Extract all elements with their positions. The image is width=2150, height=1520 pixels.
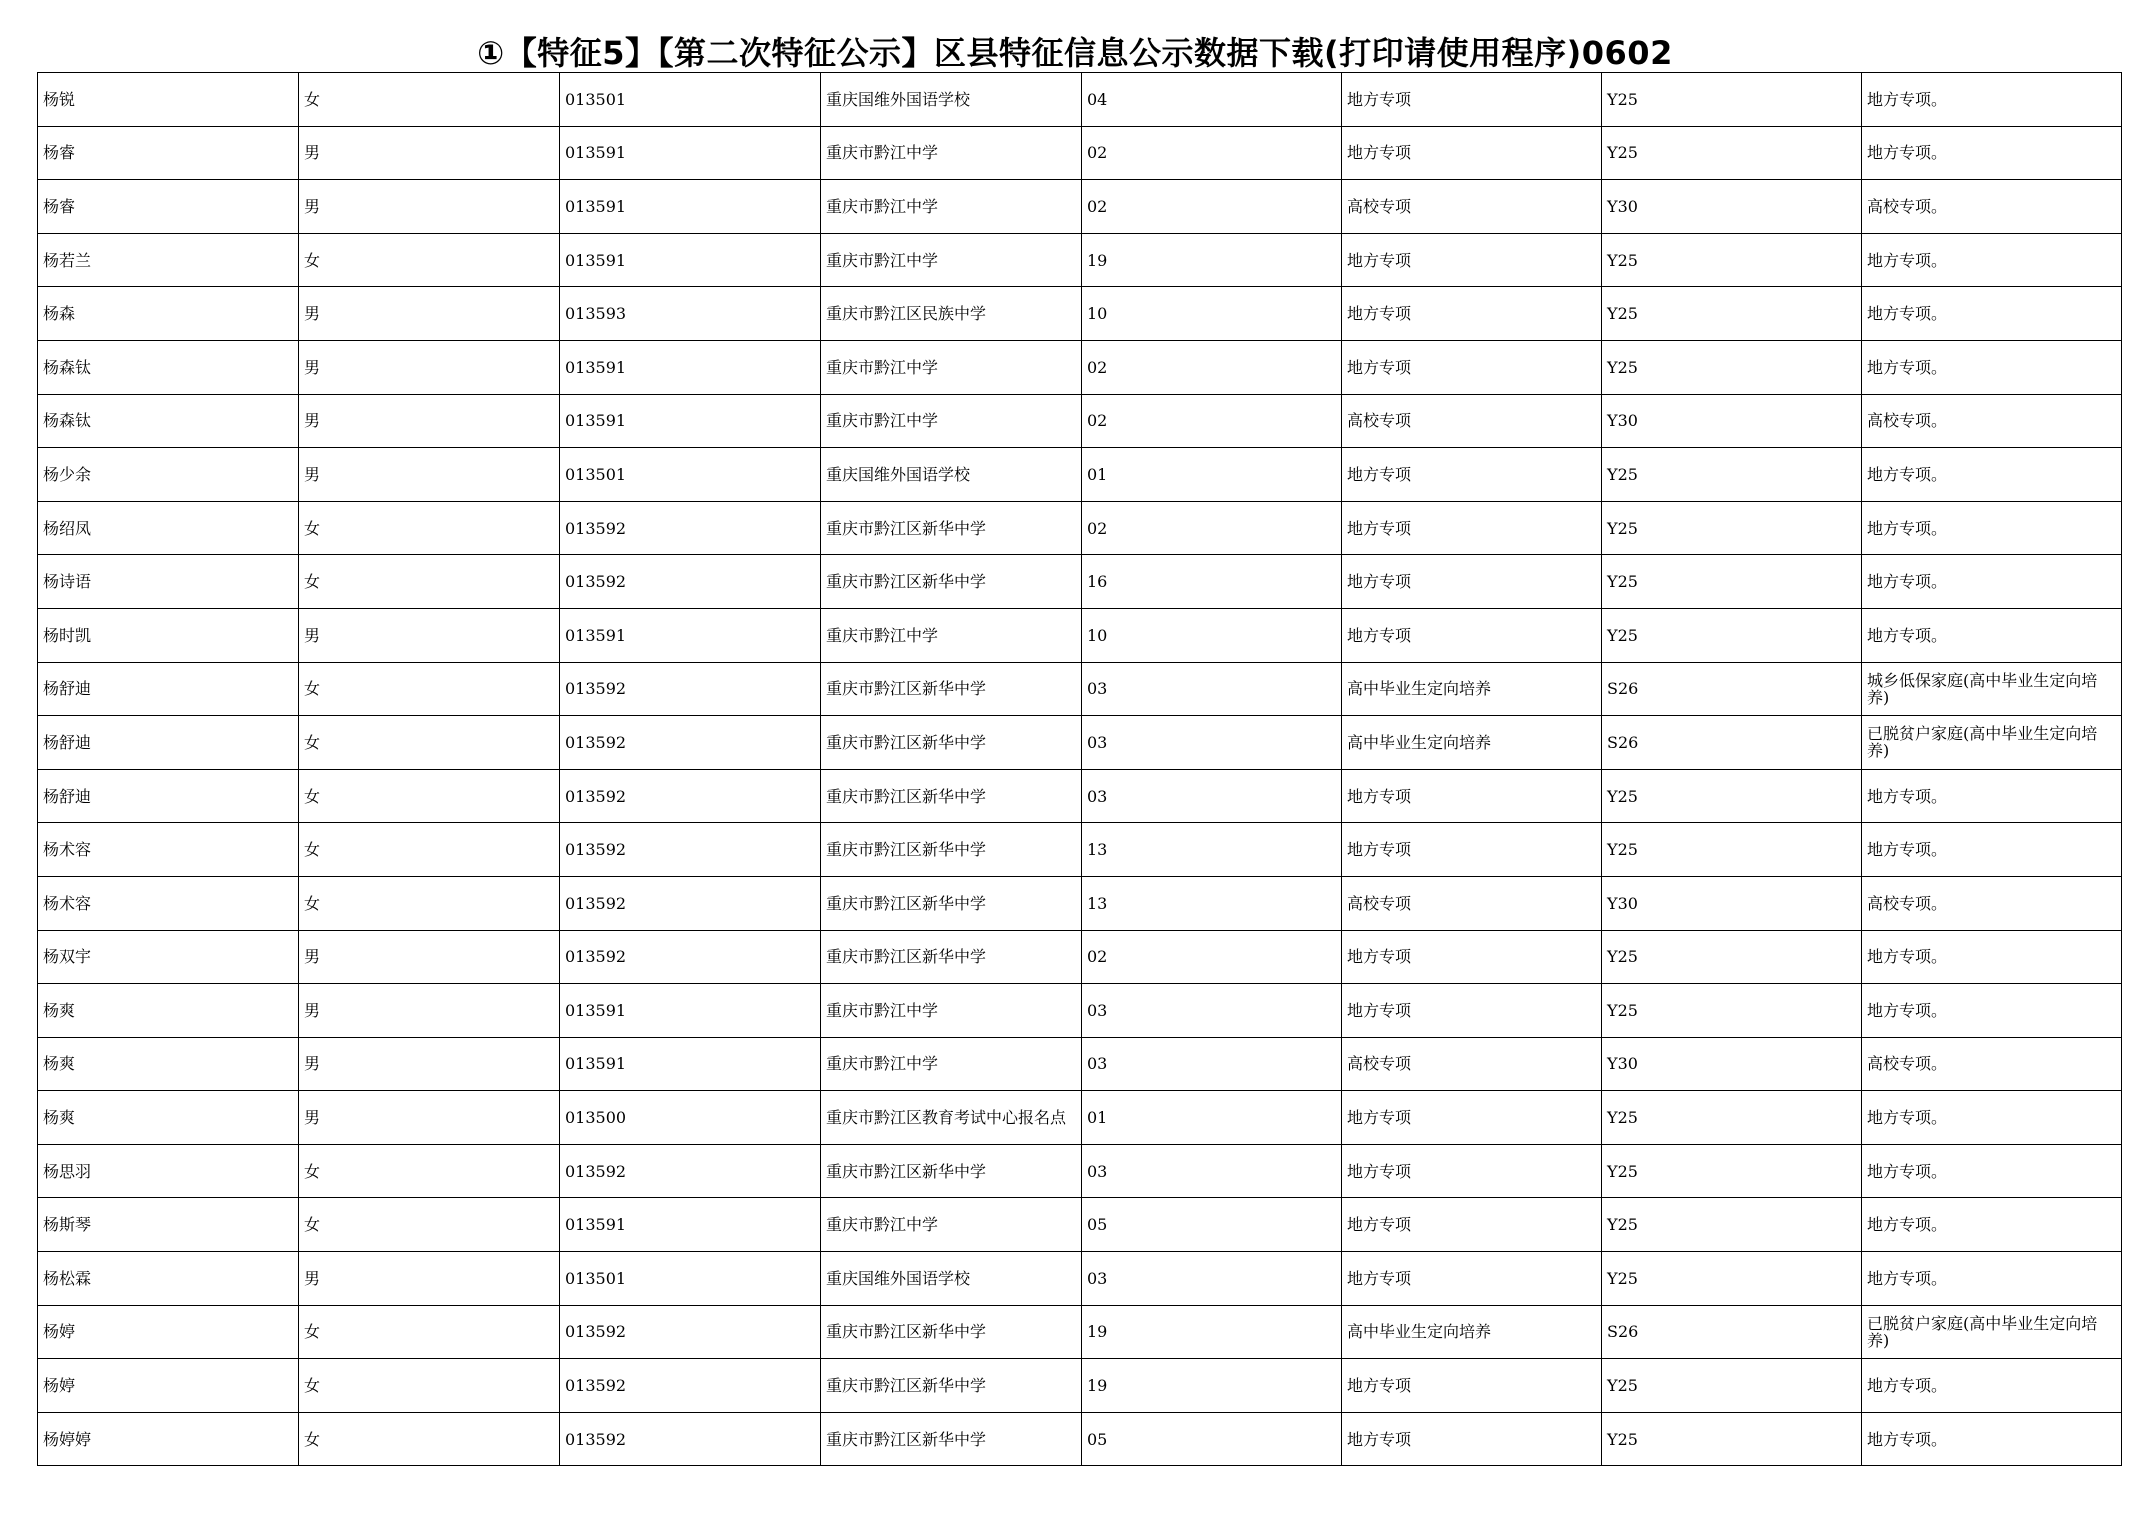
table-row	[38, 180, 2122, 234]
cell-school-name: 重庆市黔江区新华中学	[821, 1305, 1082, 1359]
cell-code: Y25	[1602, 1252, 1862, 1306]
cell-class: 03	[1082, 716, 1342, 770]
cell-remark: 地方专项。	[1862, 555, 2122, 609]
cell-school-code: 013592	[560, 823, 821, 877]
table-row	[38, 555, 2122, 609]
table-row	[38, 769, 2122, 823]
cell-name: 杨松霖	[38, 1252, 299, 1306]
cell-remark: 已脱贫户家庭(高中毕业生定向培养)	[1862, 716, 2122, 770]
cell-remark: 地方专项。	[1862, 608, 2122, 662]
cell-class: 13	[1082, 823, 1342, 877]
cell-gender: 女	[299, 233, 560, 287]
cell-code: Y25	[1602, 287, 1862, 341]
cell-class: 02	[1082, 930, 1342, 984]
table-row	[38, 984, 2122, 1038]
cell-category: 地方专项	[1342, 769, 1602, 823]
cell-school-code: 013592	[560, 716, 821, 770]
cell-code: Y25	[1602, 501, 1862, 555]
cell-school-name: 重庆市黔江区新华中学	[821, 1412, 1082, 1466]
cell-class: 19	[1082, 233, 1342, 287]
cell-category: 地方专项	[1342, 984, 1602, 1038]
cell-school-code: 013501	[560, 448, 821, 502]
cell-remark: 地方专项。	[1862, 1252, 2122, 1306]
cell-gender: 女	[299, 501, 560, 555]
cell-school-code: 013592	[560, 501, 821, 555]
cell-gender: 男	[299, 1091, 560, 1145]
page-title: ①【特征5】【第二次特征公示】区县特征信息公示数据下载(打印请使用程序)0602	[477, 34, 1673, 72]
cell-name: 杨婷	[38, 1359, 299, 1413]
cell-category: 地方专项	[1342, 1359, 1602, 1413]
cell-code: Y25	[1602, 340, 1862, 394]
cell-class: 10	[1082, 608, 1342, 662]
cell-school-code: 013591	[560, 984, 821, 1038]
cell-name: 杨爽	[38, 984, 299, 1038]
cell-category: 地方专项	[1342, 448, 1602, 502]
cell-code: Y30	[1602, 876, 1862, 930]
cell-remark: 地方专项。	[1862, 1144, 2122, 1198]
cell-remark: 地方专项。	[1862, 340, 2122, 394]
table-row	[38, 1359, 2122, 1413]
cell-school-name: 重庆市黔江中学	[821, 126, 1082, 180]
table-row	[38, 608, 2122, 662]
cell-school-name: 重庆市黔江区新华中学	[821, 1144, 1082, 1198]
cell-gender: 女	[299, 555, 560, 609]
cell-code: Y25	[1602, 1359, 1862, 1413]
cell-name: 杨若兰	[38, 233, 299, 287]
cell-remark: 城乡低保家庭(高中毕业生定向培养)	[1862, 662, 2122, 716]
cell-class: 02	[1082, 501, 1342, 555]
cell-name: 杨时凯	[38, 608, 299, 662]
cell-category: 高中毕业生定向培养	[1342, 716, 1602, 770]
cell-school-name: 重庆市黔江区新华中学	[821, 823, 1082, 877]
cell-gender: 女	[299, 1412, 560, 1466]
cell-category: 地方专项	[1342, 1144, 1602, 1198]
cell-code: S26	[1602, 1305, 1862, 1359]
cell-gender: 女	[299, 73, 560, 127]
table-row	[38, 716, 2122, 770]
cell-school-name: 重庆市黔江区新华中学	[821, 769, 1082, 823]
cell-school-code: 013591	[560, 233, 821, 287]
cell-remark: 地方专项。	[1862, 1198, 2122, 1252]
cell-school-name: 重庆市黔江中学	[821, 233, 1082, 287]
cell-name: 杨森钛	[38, 394, 299, 448]
cell-gender: 女	[299, 662, 560, 716]
cell-category: 高校专项	[1342, 180, 1602, 234]
cell-class: 01	[1082, 448, 1342, 502]
cell-remark: 地方专项。	[1862, 1359, 2122, 1413]
cell-school-name: 重庆国维外国语学校	[821, 1252, 1082, 1306]
cell-school-name: 重庆国维外国语学校	[821, 73, 1082, 127]
table-row	[38, 233, 2122, 287]
cell-school-code: 013593	[560, 287, 821, 341]
cell-category: 地方专项	[1342, 1198, 1602, 1252]
cell-school-name: 重庆市黔江区教育考试中心报名点	[821, 1091, 1082, 1145]
cell-remark: 地方专项。	[1862, 1091, 2122, 1145]
cell-name: 杨舒迪	[38, 769, 299, 823]
cell-remark: 地方专项。	[1862, 769, 2122, 823]
cell-code: S26	[1602, 662, 1862, 716]
table-row	[38, 1198, 2122, 1252]
cell-category: 地方专项	[1342, 287, 1602, 341]
cell-name: 杨睿	[38, 126, 299, 180]
cell-remark: 地方专项。	[1862, 501, 2122, 555]
table-row	[38, 876, 2122, 930]
cell-category: 高中毕业生定向培养	[1342, 1305, 1602, 1359]
cell-gender: 女	[299, 1359, 560, 1413]
cell-remark: 地方专项。	[1862, 448, 2122, 502]
cell-school-code: 013501	[560, 73, 821, 127]
cell-category: 地方专项	[1342, 1412, 1602, 1466]
cell-name: 杨森钛	[38, 340, 299, 394]
cell-school-name: 重庆市黔江区新华中学	[821, 501, 1082, 555]
cell-name: 杨术容	[38, 876, 299, 930]
cell-class: 03	[1082, 1144, 1342, 1198]
cell-name: 杨舒迪	[38, 716, 299, 770]
table-row	[38, 448, 2122, 502]
cell-school-code: 013500	[560, 1091, 821, 1145]
cell-gender: 女	[299, 1198, 560, 1252]
cell-class: 05	[1082, 1198, 1342, 1252]
cell-name: 杨森	[38, 287, 299, 341]
table-row	[38, 1091, 2122, 1145]
cell-school-code: 013591	[560, 394, 821, 448]
cell-gender: 男	[299, 608, 560, 662]
cell-remark: 地方专项。	[1862, 930, 2122, 984]
cell-category: 地方专项	[1342, 340, 1602, 394]
cell-category: 高中毕业生定向培养	[1342, 662, 1602, 716]
cell-remark: 高校专项。	[1862, 394, 2122, 448]
cell-remark: 高校专项。	[1862, 180, 2122, 234]
cell-school-code: 013591	[560, 608, 821, 662]
cell-school-code: 013592	[560, 1144, 821, 1198]
cell-class: 13	[1082, 876, 1342, 930]
cell-remark: 地方专项。	[1862, 233, 2122, 287]
table-row	[38, 394, 2122, 448]
cell-gender: 男	[299, 180, 560, 234]
cell-school-code: 013592	[560, 1412, 821, 1466]
table-row	[38, 126, 2122, 180]
cell-category: 高校专项	[1342, 876, 1602, 930]
cell-code: Y25	[1602, 984, 1862, 1038]
cell-remark: 地方专项。	[1862, 73, 2122, 127]
cell-school-code: 013591	[560, 340, 821, 394]
cell-category: 地方专项	[1342, 930, 1602, 984]
cell-class: 03	[1082, 984, 1342, 1038]
cell-name: 杨爽	[38, 1091, 299, 1145]
cell-school-code: 013501	[560, 1252, 821, 1306]
cell-name: 杨婷婷	[38, 1412, 299, 1466]
cell-school-name: 重庆国维外国语学校	[821, 448, 1082, 502]
cell-name: 杨少余	[38, 448, 299, 502]
table-row	[38, 823, 2122, 877]
cell-name: 杨睿	[38, 180, 299, 234]
cell-remark: 地方专项。	[1862, 287, 2122, 341]
cell-category: 地方专项	[1342, 501, 1602, 555]
cell-school-code: 013592	[560, 876, 821, 930]
cell-remark: 已脱贫户家庭(高中毕业生定向培养)	[1862, 1305, 2122, 1359]
cell-class: 04	[1082, 73, 1342, 127]
cell-school-name: 重庆市黔江中学	[821, 608, 1082, 662]
cell-class: 02	[1082, 394, 1342, 448]
table-row	[38, 1144, 2122, 1198]
cell-category: 地方专项	[1342, 233, 1602, 287]
data-table	[37, 72, 2122, 1466]
cell-school-code: 013592	[560, 1305, 821, 1359]
cell-name: 杨婷	[38, 1305, 299, 1359]
cell-name: 杨双宇	[38, 930, 299, 984]
cell-school-code: 013591	[560, 1037, 821, 1091]
cell-class: 02	[1082, 340, 1342, 394]
cell-code: Y25	[1602, 73, 1862, 127]
cell-gender: 女	[299, 1305, 560, 1359]
cell-category: 地方专项	[1342, 1091, 1602, 1145]
table-row	[38, 1412, 2122, 1466]
cell-school-code: 013592	[560, 930, 821, 984]
table-row	[38, 1305, 2122, 1359]
cell-category: 地方专项	[1342, 608, 1602, 662]
cell-school-name: 重庆市黔江中学	[821, 1198, 1082, 1252]
cell-school-name: 重庆市黔江区新华中学	[821, 662, 1082, 716]
table-row	[38, 73, 2122, 127]
cell-code: Y25	[1602, 608, 1862, 662]
cell-class: 10	[1082, 287, 1342, 341]
cell-code: S26	[1602, 716, 1862, 770]
cell-gender: 男	[299, 1037, 560, 1091]
cell-school-name: 重庆市黔江区新华中学	[821, 716, 1082, 770]
cell-name: 杨绍凤	[38, 501, 299, 555]
cell-code: Y30	[1602, 394, 1862, 448]
cell-class: 01	[1082, 1091, 1342, 1145]
cell-school-name: 重庆市黔江区新华中学	[821, 930, 1082, 984]
cell-school-name: 重庆市黔江区新华中学	[821, 876, 1082, 930]
cell-remark: 高校专项。	[1862, 1037, 2122, 1091]
cell-school-code: 013591	[560, 1198, 821, 1252]
cell-code: Y30	[1602, 180, 1862, 234]
cell-school-code: 013592	[560, 769, 821, 823]
cell-gender: 女	[299, 716, 560, 770]
cell-gender: 男	[299, 984, 560, 1038]
cell-school-name: 重庆市黔江中学	[821, 340, 1082, 394]
cell-school-name: 重庆市黔江中学	[821, 394, 1082, 448]
cell-school-name: 重庆市黔江中学	[821, 180, 1082, 234]
cell-gender: 男	[299, 340, 560, 394]
cell-class: 03	[1082, 1037, 1342, 1091]
cell-gender: 女	[299, 1144, 560, 1198]
cell-school-code: 013591	[560, 180, 821, 234]
cell-code: Y25	[1602, 930, 1862, 984]
cell-class: 02	[1082, 180, 1342, 234]
cell-name: 杨舒迪	[38, 662, 299, 716]
cell-school-code: 013592	[560, 555, 821, 609]
cell-name: 杨锐	[38, 73, 299, 127]
cell-gender: 男	[299, 448, 560, 502]
cell-school-name: 重庆市黔江中学	[821, 984, 1082, 1038]
cell-name: 杨思羽	[38, 1144, 299, 1198]
cell-gender: 女	[299, 823, 560, 877]
table-body	[38, 73, 2122, 1466]
cell-category: 地方专项	[1342, 555, 1602, 609]
cell-remark: 高校专项。	[1862, 876, 2122, 930]
table-row	[38, 930, 2122, 984]
cell-name: 杨诗语	[38, 555, 299, 609]
cell-category: 地方专项	[1342, 823, 1602, 877]
table-row	[38, 1037, 2122, 1091]
cell-school-code: 013592	[560, 1359, 821, 1413]
cell-category: 高校专项	[1342, 394, 1602, 448]
cell-remark: 地方专项。	[1862, 823, 2122, 877]
cell-school-name: 重庆市黔江区新华中学	[821, 1359, 1082, 1413]
cell-code: Y25	[1602, 233, 1862, 287]
cell-gender: 男	[299, 126, 560, 180]
cell-code: Y25	[1602, 1412, 1862, 1466]
cell-code: Y30	[1602, 1037, 1862, 1091]
cell-gender: 男	[299, 287, 560, 341]
cell-remark: 地方专项。	[1862, 984, 2122, 1038]
cell-code: Y25	[1602, 823, 1862, 877]
cell-code: Y25	[1602, 1144, 1862, 1198]
cell-code: Y25	[1602, 769, 1862, 823]
cell-name: 杨术容	[38, 823, 299, 877]
cell-code: Y25	[1602, 126, 1862, 180]
cell-class: 03	[1082, 769, 1342, 823]
cell-category: 地方专项	[1342, 73, 1602, 127]
cell-category: 地方专项	[1342, 1252, 1602, 1306]
cell-remark: 地方专项。	[1862, 126, 2122, 180]
cell-school-code: 013592	[560, 662, 821, 716]
table-row	[38, 1252, 2122, 1306]
cell-name: 杨爽	[38, 1037, 299, 1091]
cell-code: Y25	[1602, 1091, 1862, 1145]
table-row	[38, 287, 2122, 341]
cell-school-name: 重庆市黔江中学	[821, 1037, 1082, 1091]
table-row	[38, 662, 2122, 716]
cell-gender: 男	[299, 930, 560, 984]
cell-gender: 女	[299, 769, 560, 823]
cell-gender: 女	[299, 876, 560, 930]
cell-category: 高校专项	[1342, 1037, 1602, 1091]
cell-class: 03	[1082, 662, 1342, 716]
cell-category: 地方专项	[1342, 126, 1602, 180]
cell-class: 19	[1082, 1305, 1342, 1359]
table-row	[38, 340, 2122, 394]
cell-school-code: 013591	[560, 126, 821, 180]
cell-school-name: 重庆市黔江区民族中学	[821, 287, 1082, 341]
cell-gender: 男	[299, 394, 560, 448]
cell-school-name: 重庆市黔江区新华中学	[821, 555, 1082, 609]
cell-remark: 地方专项。	[1862, 1412, 2122, 1466]
cell-code: Y25	[1602, 448, 1862, 502]
cell-gender: 男	[299, 1252, 560, 1306]
cell-code: Y25	[1602, 1198, 1862, 1252]
cell-class: 16	[1082, 555, 1342, 609]
cell-class: 19	[1082, 1359, 1342, 1413]
cell-class: 03	[1082, 1252, 1342, 1306]
cell-class: 02	[1082, 126, 1342, 180]
table-row	[38, 501, 2122, 555]
cell-class: 05	[1082, 1412, 1342, 1466]
cell-code: Y25	[1602, 555, 1862, 609]
cell-name: 杨斯琴	[38, 1198, 299, 1252]
